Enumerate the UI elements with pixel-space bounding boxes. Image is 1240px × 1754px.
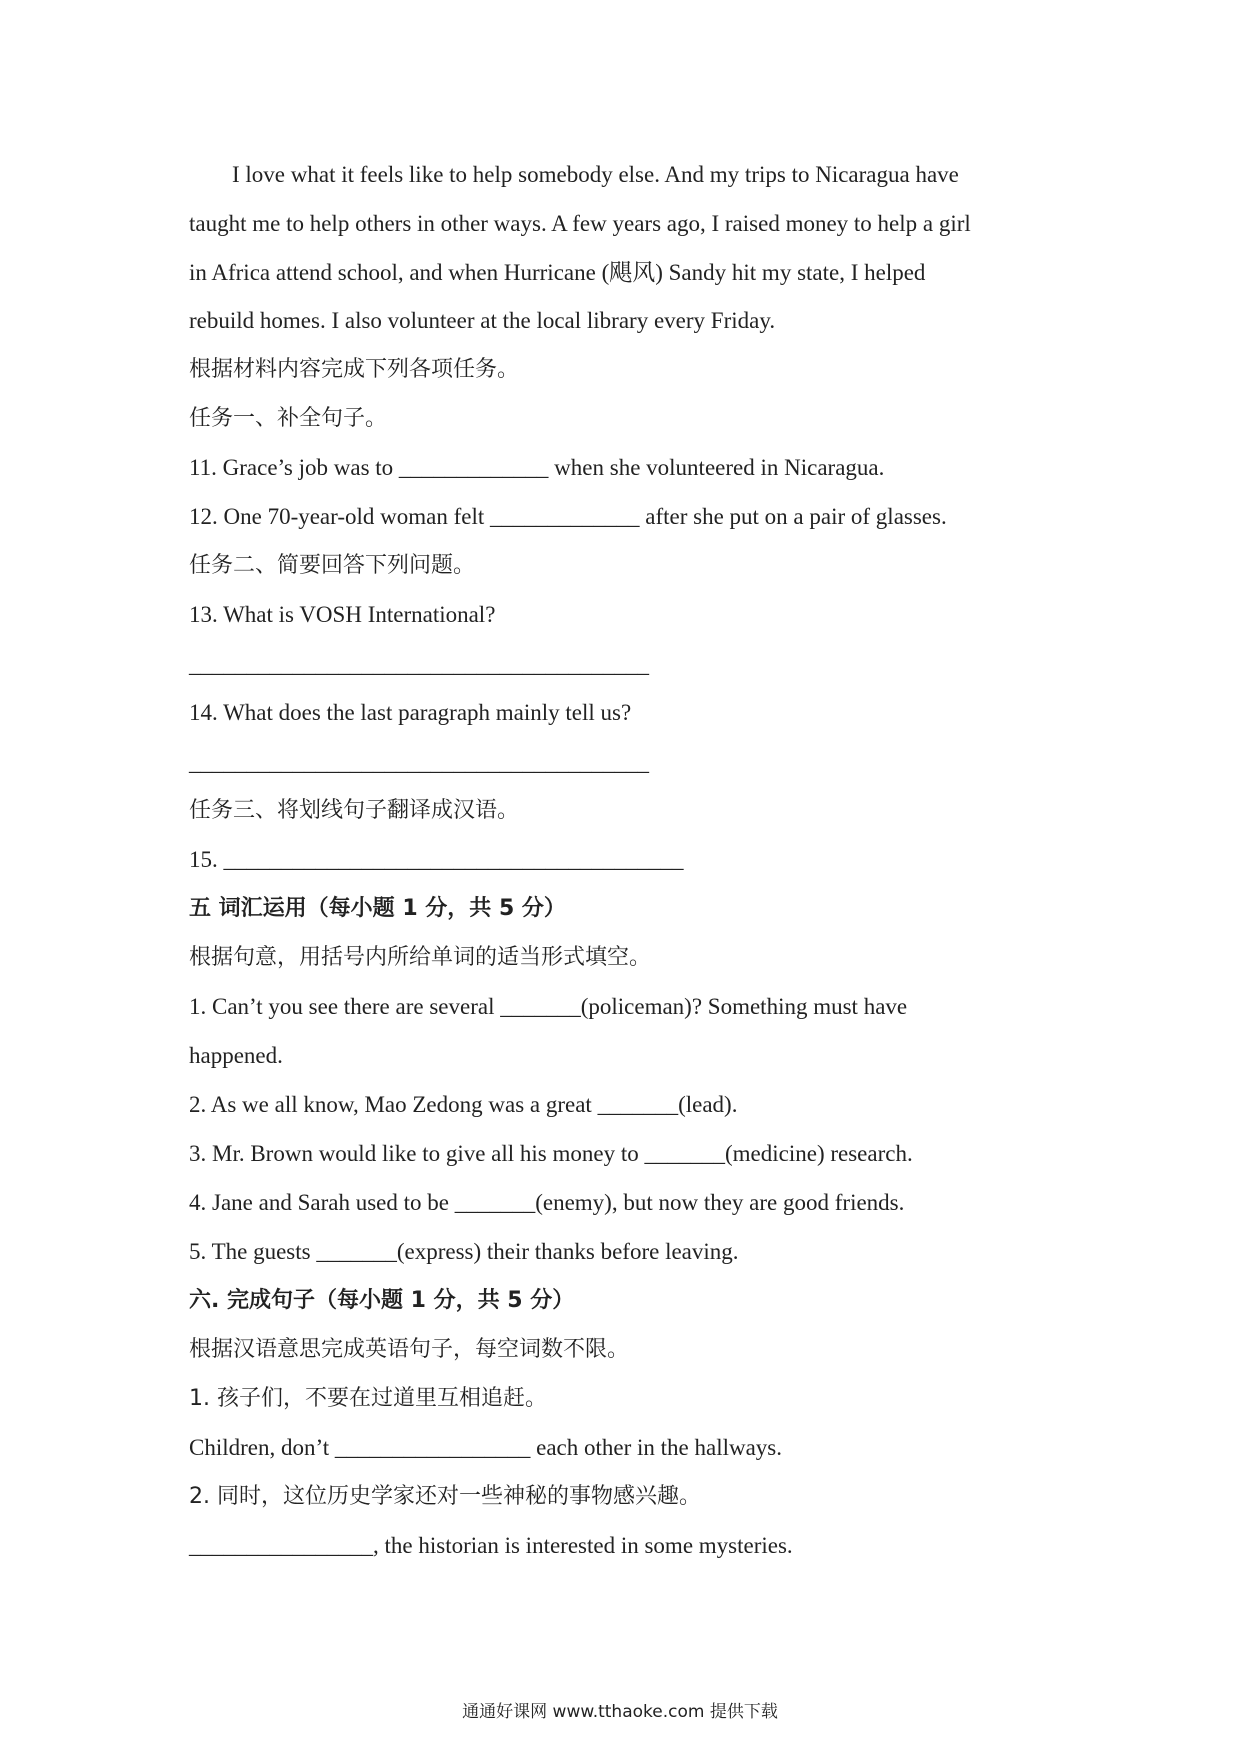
passage-line-1: I love what it feels like to help somebody else. And my trips to Nicaragua have — [232, 162, 959, 187]
question-12: 12. One 70-year-old woman felt _____________ after she put on a pair of glasses. — [189, 504, 947, 529]
passage-line-3: in Africa attend school, and when Hurricane (飓风) Sandy hit my state, I helped — [189, 260, 926, 285]
section5-title: 五 词汇运用（每小题 1 分，共 5 分） — [189, 896, 566, 921]
passage-line-4: rebuild homes. I also volunteer at the local library every Friday. — [189, 308, 776, 333]
section6-instruction: 根据汉语意思完成英语句子，每空词数不限。 — [189, 1337, 630, 1362]
question-14-answer-line: ________________________________________ — [189, 750, 649, 775]
question-13-answer-line: ________________________________________ — [189, 652, 649, 677]
section6-item-2-chinese: 2. 同时，这位历史学家还对一些神秘的事物感兴趣。 — [189, 1484, 701, 1509]
section5-item-5: 5. The guests _______(express) their thanks before leaving. — [189, 1239, 739, 1264]
section5-item-3: 3. Mr. Brown would like to give all his money to _______(medicine) research. — [189, 1141, 913, 1166]
section6-item-1-chinese: 1. 孩子们，不要在过道里互相追赶。 — [189, 1386, 547, 1411]
section6-item-2-english: ________________, the historian is interested in some mysteries. — [189, 1533, 793, 1558]
question-15: 15. ________________________________________ — [189, 847, 684, 872]
section5-item-4: 4. Jane and Sarah used to be _______(enemy), but now they are good friends. — [189, 1190, 905, 1215]
task2-title: 任务二、简要回答下列问题。 — [189, 553, 476, 578]
question-11: 11. Grace’s job was to _____________ when she volunteered in Nicaragua. — [189, 455, 885, 480]
page-footer: 通通好课网 www.tthaoke.com 提供下载 — [462, 1702, 778, 1722]
section5-item-1a: 1. Can’t you see there are several _______(policeman)? Something must have — [189, 994, 908, 1019]
task1-title: 任务一、补全句子。 — [189, 406, 388, 431]
section6-title: 六. 完成句子（每小题 1 分，共 5 分） — [189, 1288, 575, 1313]
question-14: 14. What does the last paragraph mainly tell us? — [189, 700, 632, 725]
section5-instruction: 根据句意，用括号内所给单词的适当形式填空。 — [189, 945, 652, 970]
question-13: 13. What is VOSH International? — [189, 602, 496, 627]
reading-instruction: 根据材料内容完成下列各项任务。 — [189, 357, 520, 382]
passage-line-2: taught me to help others in other ways. A few years ago, I raised money to help a girl — [189, 211, 971, 236]
task3-title: 任务三、将划线句子翻译成汉语。 — [189, 798, 520, 823]
section5-item-2: 2. As we all know, Mao Zedong was a great _______(lead). — [189, 1092, 738, 1117]
section6-item-1-english: Children, don’t _________________ each other in the hallways. — [189, 1435, 783, 1460]
section5-item-1b: happened. — [189, 1043, 283, 1068]
